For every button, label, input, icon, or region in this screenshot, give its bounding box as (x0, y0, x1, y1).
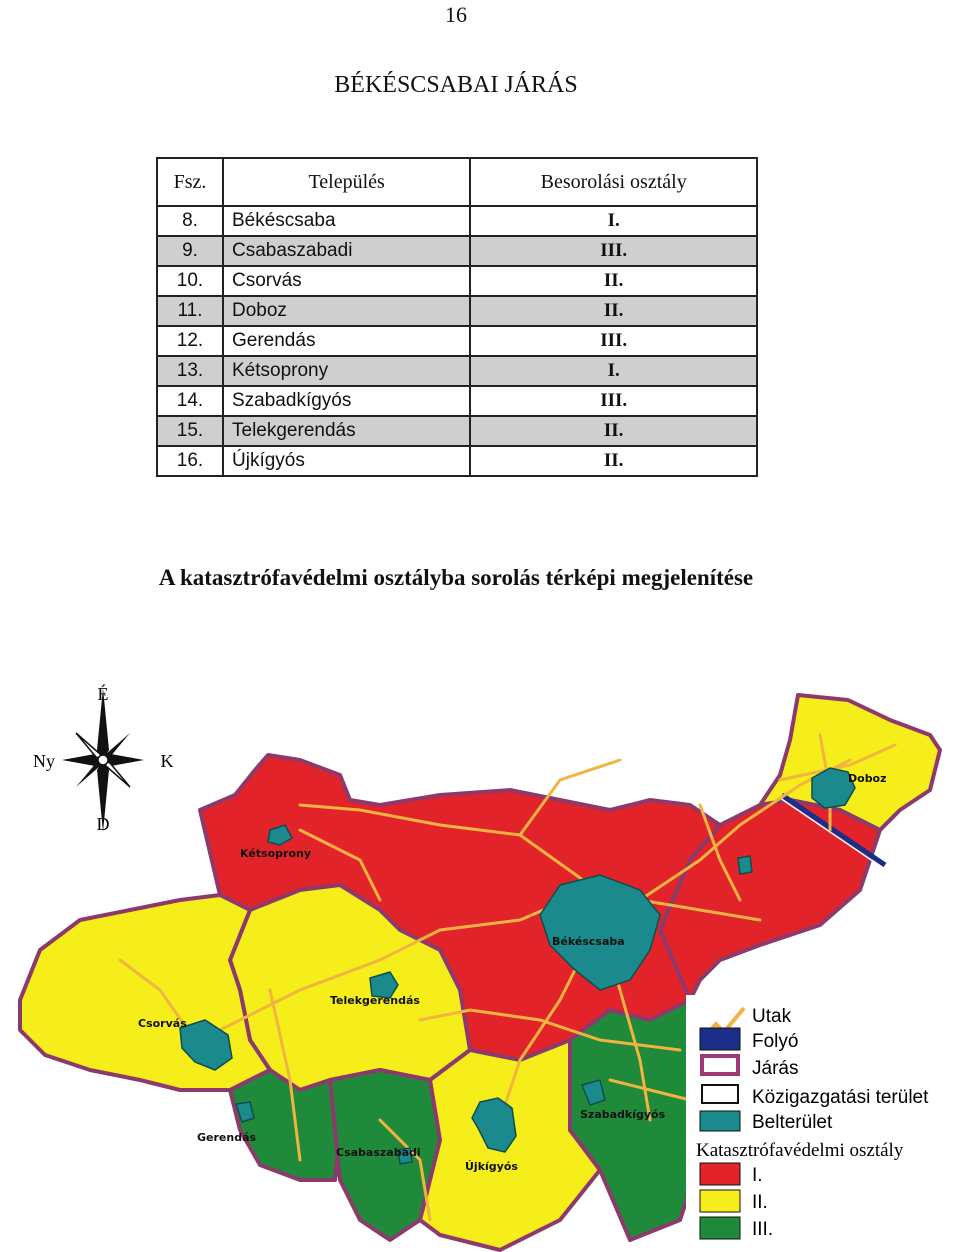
label-szabadkigyos: Szabadkígyós (580, 1108, 666, 1121)
svg-text:Utak: Utak (752, 1006, 792, 1027)
row-settlement: Újkígyós (223, 446, 470, 476)
legend-class1 (700, 1163, 763, 1186)
table-row (157, 206, 757, 236)
class3-swatch-icon (700, 1217, 740, 1239)
row-settlement: Csabaszabadi (223, 236, 470, 266)
svg-text:Belterület: Belterület (752, 1112, 833, 1133)
row-settlement: Szabadkígyós (223, 386, 470, 416)
builtup-symbol-icon (700, 1111, 740, 1131)
header-fsz: Fsz. (157, 158, 223, 206)
row-class: I. (470, 206, 757, 236)
page-title: BÉKÉSCSABAI JÁRÁS (334, 72, 578, 98)
classification-table (156, 157, 758, 477)
row-settlement: Békéscsaba (223, 206, 470, 236)
row-settlement: Csorvás (223, 266, 470, 296)
map-caption: A katasztrófavédelmi osztályba sorolás térképi megjelenítése (158, 565, 754, 590)
row-number: 11. (157, 296, 223, 326)
svg-text:Folyó: Folyó (752, 1031, 799, 1052)
table-row (157, 386, 757, 416)
label-ketsoprony: Kétsoprony (240, 847, 312, 860)
row-number: 13. (157, 356, 223, 386)
svg-text:Közigazgatási terület: Közigazgatási terület (752, 1087, 929, 1108)
table-row (157, 416, 757, 446)
row-class: III. (470, 386, 757, 416)
row-class: II. (470, 416, 757, 446)
row-number: 12. (157, 326, 223, 356)
district-map (0, 660, 960, 1252)
svg-text:I.: I. (752, 1165, 763, 1186)
region-gerendas (230, 1070, 340, 1180)
row-class: III. (470, 236, 757, 266)
admin-border-icon (702, 1085, 738, 1103)
compass-east: K (160, 751, 174, 771)
svg-text:II.: II. (752, 1192, 768, 1213)
table-row (157, 236, 757, 266)
region-csorvas (20, 895, 270, 1090)
district-border-icon (702, 1056, 738, 1074)
label-doboz: Doboz (848, 772, 887, 785)
row-settlement: Telekgerendás (223, 416, 470, 446)
class2-swatch-icon (700, 1190, 740, 1212)
row-class: II. (470, 296, 757, 326)
table-row (157, 446, 757, 476)
header-telepules: Település (223, 158, 470, 206)
compass-south: D (96, 814, 110, 834)
row-class: III. (470, 326, 757, 356)
svg-text:III.: III. (752, 1219, 774, 1240)
header-osztaly: Besorolási osztály (470, 158, 757, 206)
builtup-east (738, 856, 752, 874)
row-number: 9. (157, 236, 223, 266)
legend-belterulet (700, 1111, 833, 1133)
class1-swatch-icon (700, 1163, 740, 1185)
row-settlement: Doboz (223, 296, 470, 326)
table-row (157, 356, 757, 386)
label-bekescsaba: Békéscsaba (552, 935, 625, 948)
table-row (157, 326, 757, 356)
compass-rose-icon (62, 688, 144, 832)
label-ujkigyos: Újkígyós (465, 1160, 518, 1173)
label-telekgerendas: Telekgerendás (330, 994, 420, 1007)
row-number: 10. (157, 266, 223, 296)
svg-text:Járás: Járás (752, 1058, 799, 1079)
legend-class3 (700, 1217, 773, 1240)
row-settlement: Kétsoprony (223, 356, 470, 386)
compass-north: É (97, 684, 109, 704)
row-class: II. (470, 266, 757, 296)
map-legend (686, 995, 960, 1252)
river-symbol-icon (700, 1028, 740, 1050)
table-row (157, 296, 757, 326)
table-header-row (157, 158, 757, 206)
compass-west: Ny (33, 751, 55, 771)
row-number: 8. (157, 206, 223, 236)
table-row (157, 266, 757, 296)
row-number: 16. (157, 446, 223, 476)
page-number: 16 (445, 2, 467, 27)
label-csabaszabadi: Csabaszabadi (336, 1146, 421, 1159)
label-gerendas: Gerendás (197, 1131, 257, 1144)
row-settlement: Gerendás (223, 326, 470, 356)
legend-heading: Katasztrófavédelmi osztály (696, 1140, 904, 1161)
row-number: 15. (157, 416, 223, 446)
row-class: II. (470, 446, 757, 476)
row-number: 14. (157, 386, 223, 416)
legend-class2 (700, 1190, 768, 1213)
row-class: I. (470, 356, 757, 386)
label-csorvas: Csorvás (138, 1017, 187, 1030)
